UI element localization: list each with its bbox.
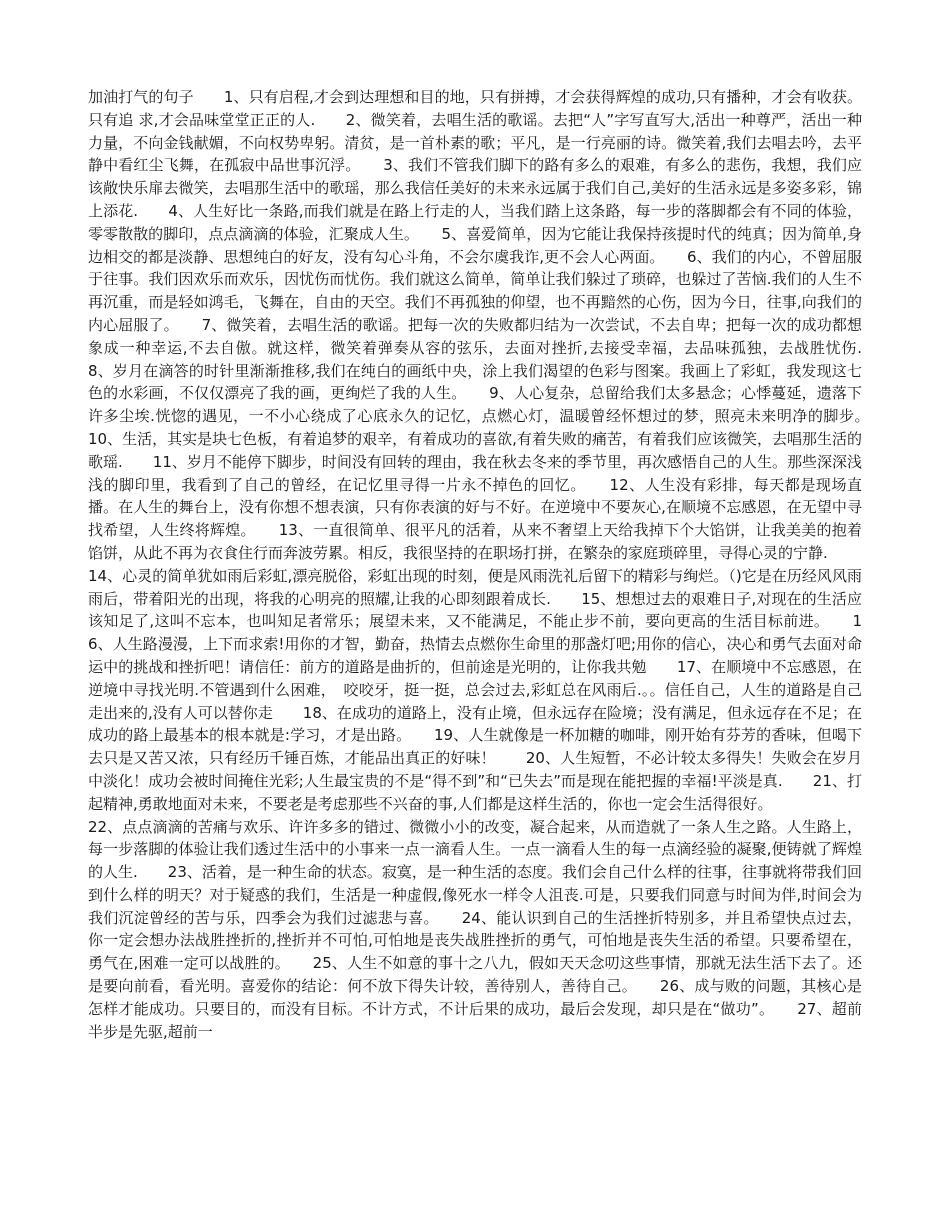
document-page [88, 86, 893, 1043]
paragraph-1: 加油打气的句子 1、只有启程,才会到达理想和目的地，只有拼搏，才会获得辉煌的成功,只有播种，才会有收获。只有追 求,才会品味堂堂正正的人. 2、微笑着，去唱生活的歌谣。去把“人”字写直写大,活出一种尊严，活出一种力量，不向金钱献媚，不向权势卑躬。清贫，是一首朴素的歌；平凡，是一行亮丽的诗。微笑着,我们去唱去吟，去平静中看红尘飞舞，在孤寂中品世事沉浮。 3、我们不管我们脚下的路有多么的艰难，有多么的悲伤，我想，我们应该敞快乐扉去微笑，去唱那生活中的歌瑶，那么我信任美好的未来永远属于我们自己,美好的生活永远是多姿多彩，锦上添花. 4、人生好比一条路,而我们就是在路上行走的人，当我们踏上这条路，每一步的落脚都会有不同的体验，零零散散的脚印，点点滴滴的体验，汇聚成人生。 5、喜爱简单，因为它能让我保持孩提时代的纯真；因为简单,身边相交的都是淡静、思想纯白的好友，没有勾心斗角，不会尔虞我诈,更不会人心两面。 6、我们的内心，不曾屈服于往事。我们因欢乐而欢乐，因忧伤而忧伤。我们就这么简单，简单让我们躲过了琐碎，也躲过了苦恼.我们的人生不再沉重，而是轻如鸿毛，飞舞在，自由的天空。我们不再孤独的仰望，也不再黯然的心伤，因为今日，往事,向我们的内心屈服了。 7、微笑着，去唱生活的歌谣。把每一次的失败都归结为一次尝试，不去自卑；把每一次的成功都想象成一种幸运,不去自傲。就这样，微笑着弹奏从容的弦乐，去面对挫折,去接受幸福，去品味孤独，去战胜忧伤. 8、岁月在滴答的时针里渐渐推移,我们在纯白的画纸中央，涂上我们渴望的色彩与图案。我画上了彩虹，我发现这七色的水彩画，不仅仅漂亮了我的画，更绚烂了我的人生。 9、人心复杂，总留给我们太多悬念；心悸蔓延，遗落下许多尘埃.恍惚的遇见，一不小心绕成了心底永久的记忆，点燃心灯，温暖曾经怀想过的梦，照亮未来明净的脚步。 10、生活，其实是块七色板，有着追梦的艰辛，有着成功的喜欲,有着失败的痛苦，有着我们应该微笑，去唱那生活的歌瑶. 11、岁月不能停下脚步，时间没有回转的理由，我在秋去冬来的季节里，再次感悟自己的人生。那些深深浅浅的脚印里，我看到了自己的曾经，在记忆里寻得一片永不掉色的回忆。 12、人生没有彩排，每天都是现场直播。在人生的舞台上，没有你想不想表演，只有你表演的好与不好。在逆境中不要灰心,在顺境不忘感恩，在无望中寻找希望，人生终将辉煌。 13、一直很简单、很平凡的活着，从来不奢望上天给我掉下个大馅饼，让我美美的抱着馅饼，从此不再为衣食住行而奔波劳累。相反，我很坚持的在职场打拼，在繁杂的家庭琐碎里，寻得心灵的宁静. [88, 88, 893, 562]
paragraph-2: 14、心灵的简单犹如雨后彩虹,漂亮脱俗，彩虹出现的时刻，便是风雨洗礼后留下的精彩与绚烂。（)它是在历经风风雨雨后，带着阳光的出现，将我的心明亮的照耀,让我的心即刻跟着成长. 15、想想过去的艰难日子,对现在的生活应该知足了,这叫不忘本，也叫知足者常乐；展望未来，又不能满足，不能止步不前，要向更高的生活目标前进。 16、人生路漫漫，上下而求索!用你的才智，勤奋，热情去点燃你生命里的那盏灯吧;用你的信心，决心和勇气去面对命运中的挑战和挫折吧！请信任：前方的道路是曲折的，但前途是光明的，让你我共勉 17、在顺境中不忘感恩，在逆境中寻找光明.不管遇到什么困难， 咬咬牙，挺一挺，总会过去,彩虹总在风雨后.。。信任自己，人生的道路是自己走出来的,没有人可以替你走 18、在成功的道路上，没有止境，但永远存在险境；没有满足，但永远存在不足；在成功的路上最基本的根本就是:学习，才是出路。 19、人生就像是一杯加糖的咖啡，刚开始有芬芳的香味，但喝下去只是又苦又浓，只有经历千锤百炼，才能品出真正的好味！ 20、人生短暂，不必计较太多得失！失败会在岁月中淡化！成功会被时间掩住光彩;人生最宝贵的不是“得不到”和“已失去”而是现在能把握的幸福!平淡是真. 21、打起精神,勇敢地面对未来，不要老是考虑那些不兴奋的事,人们都是这样生活的，你也一定会生活得很好。 [88, 566, 862, 813]
paragraph-3: 22、点点滴滴的苦痛与欢乐、许许多多的错过、微微小小的改变，凝合起来，从而造就了一条人生之路。人生路上，每一步落脚的体验让我们透过生活中的小事来一点一滴看人生。一点一滴看人生的每一点滴经验的凝聚,便铸就了辉煌的人生. 23、活着，是一种生命的状态。寂寞，是一种生活的态度。我们会自己什么样的往事，往事就将带我们回到什么样的明天？对于疑惑的我们，生活是一种虚假,像死水一样令人沮丧.可是，只要我们同意与时间为伴,时间会为我们沉淀曾经的苦与乐，四季会为我们过滤悲与喜。 24、能认识到自己的生活挫折特别多，并且希望快点过去，你一定会想办法战胜挫折的,挫折并不可怕,可怕地是丧失战胜挫折的勇气，可怕地是丧失生活的希望。只要希望在，勇气在,困难一定可以战胜的。 25、人生不如意的事十之八九，假如天天念叨这些事情，那就无法生活下去了。还是要向前看，看光明。喜爱你的结论：何不放下得失计较，善待别人，善待自己。 26、成与败的问题，其核心是怎样才能成功。只要目的，而没有目标。不计方式，不计后果的成功，最后会发现，却只是在“做功”。 27、超前半步是先驱,超前一 [88, 817, 862, 1041]
